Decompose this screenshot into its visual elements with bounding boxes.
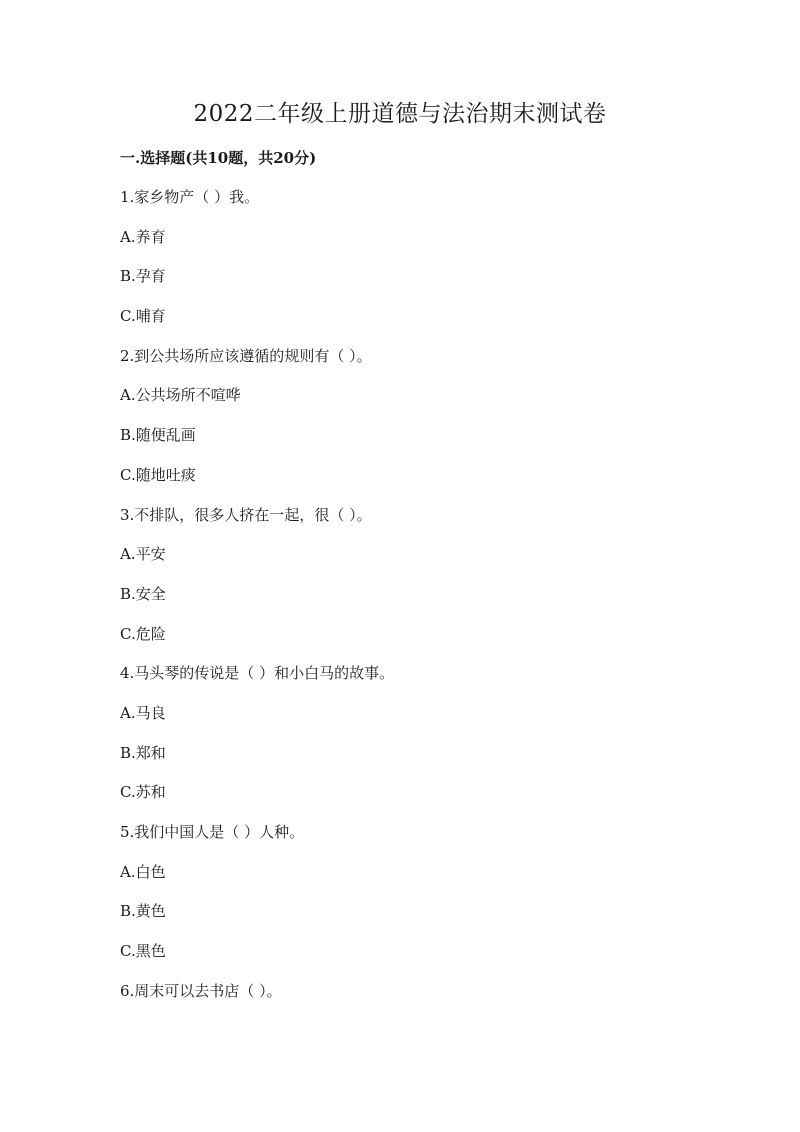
question-1-option-a: A.养育 [120,227,166,246]
question-2-option-a: A.公共场所不喧哗 [120,386,241,405]
question-2-option-b: B.随便乱画 [120,426,196,445]
question-4-option-b: B.郑和 [120,743,166,762]
question-stem-6: 6.周末可以去书店（ ）。 [120,981,282,1000]
question-stem-5: 5.我们中国人是（ ）人种。 [120,823,305,841]
question-1-option-c: C.哺育 [120,307,166,326]
question-5-option-b: B.黄色 [120,902,166,921]
question-3-option-b: B.安全 [120,584,166,603]
question-stem-1: 1.家乡物产（ ）我。 [120,188,260,206]
question-stem-3: 3.不排队，很多人挤在一起，很（ ）。 [120,505,372,524]
section-heading: 一.选择题(共10题，共20分) [120,149,317,167]
question-4-option-a: A.马良 [120,703,166,722]
question-list [120,185,720,1018]
question-5-option-a: A.白色 [120,862,166,881]
question-4-option-c: C.苏和 [120,783,166,802]
question-1-option-b: B.孕育 [120,267,166,286]
question-stem-4: 4.马头琴的传说是（ ）和小白马的故事。 [120,664,395,683]
question-2-option-c: C.随地吐痰 [120,465,196,484]
question-3-option-a: A.平安 [120,545,166,564]
question-stem-2: 2.到公共场所应该遵循的规则有（ ）。 [120,346,372,365]
question-5-option-c: C.黑色 [120,942,166,961]
page-title: 2022二年级上册道德与法治期末测试卷 [193,101,607,127]
question-3-option-c: C.危险 [120,624,166,643]
